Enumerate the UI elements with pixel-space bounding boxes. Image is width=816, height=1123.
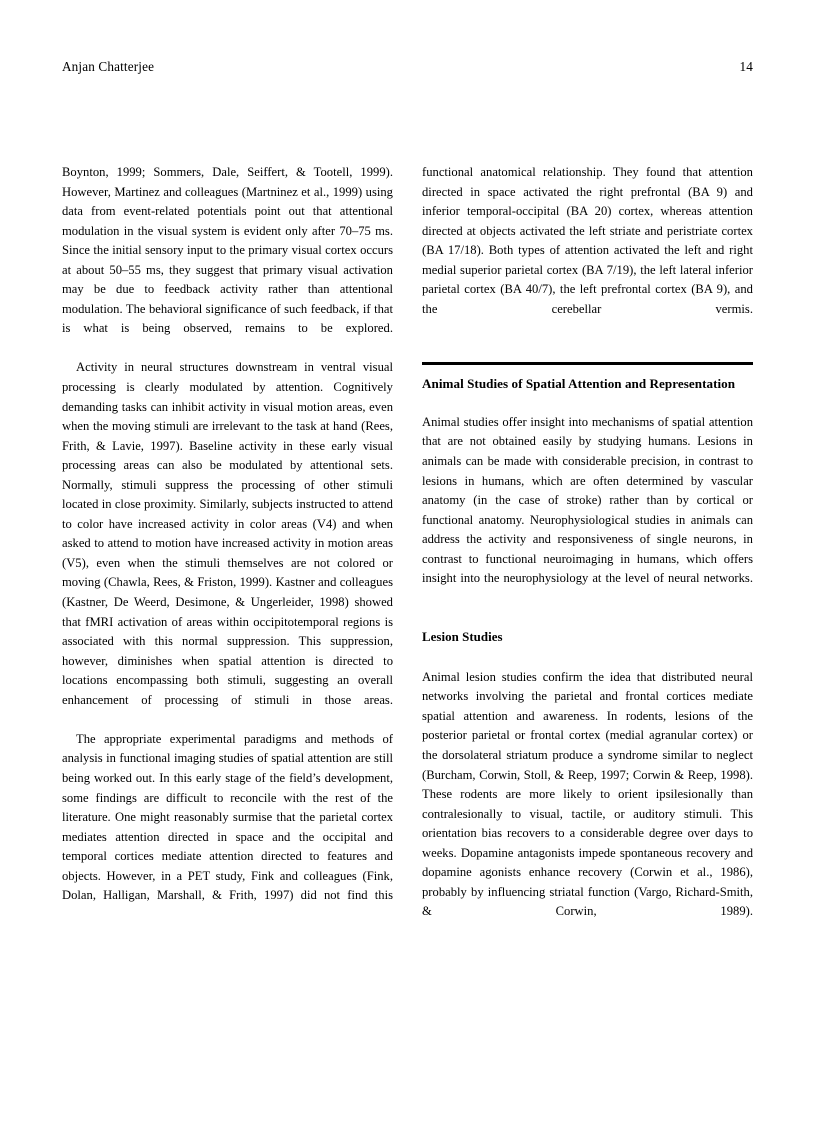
paragraph: Activity in neural structures downstream in ventral visual processing is clearly modulated by attention. Cognitively demanding tasks can inhibit activity in visual motion areas, even when the moving stimuli are irrelevant to the task at hand (Rees, Frith, & Lavie, 1997). Baseline activity in these early visual processing areas can also be modulated by attentional sets. Normally, stimuli suppress the processing of other stimuli located in close proximity. Similarly, subjects instructed to attend to color have increased activity in color areas (V4) and when asked to attend to motion have increased activity in motion areas (V5), even when the stimuli themselves are not colored or moving (Chawla, Rees, & Friston, 1999). Kastner and colleagues (Kastner, De Weerd, Desimone, & Ungerleider, 1998) showed that fMRI activation of areas within occipitotemporal regions is associated with this normal suppression. This suppression, however, diminishes when spatial attention is directed to locations encompassing both stimuli, suggesting an overall enhancement of processing of stimuli in those areas. — [62, 360, 393, 707]
paragraph: functional anatomical relationship. They found that attention directed in space activated the right prefrontal (BA 9) and inferior temporal-occipital (BA 20) cortex, whereas attention directed at objects activated the left striate and peristriate cortex (BA 17/18). Both types of attention activated the left and right medial superior parietal cortex (BA 7/19), the left lateral inferior parietal cortex (BA 40/7), the left prefrontal cortex (BA 9), and the cerebellar vermis. — [422, 165, 753, 316]
paragraph: Boynton, 1999; Sommers, Dale, Seiffert, & Tootell, 1999). However, Martinez and colleagues (Martninez et al., 1999) using data from event-related potentials point out that attentional modulation in the visual system is evident only after 70–75 ms. Since the initial sensory input to the primary visual cortex occurs at about 50–55 ms, they suggest that primary visual activation may be due to feedback activity rather than attentional modulation. The behavioral significance of such feedback, if that is what is being observed, remains to be explored. — [62, 165, 393, 336]
section-divider-rule — [422, 362, 753, 365]
spacer — [422, 648, 753, 668]
spacer — [422, 339, 753, 362]
paragraph: The appropriate experimental paradigms and methods of analysis in functional imaging studies of spatial attention are still being worked out. In this early stage of the field’s development, some findings are difficult to reconcile with the rest of the literature. One might reasonably surmise that the parietal cortex mediates attention directed in space and the occipital and temporal cortices mediate attention directed to features and objects. However, in a PET study, Fink and colleagues (Fink, Dolan, Halligan, Marshall, & Frith, 1997) did not find this — [62, 731, 393, 903]
section-heading: Animal Studies of Spatial Attention and Representation — [422, 375, 736, 391]
spacer — [422, 608, 753, 628]
running-head — [62, 58, 753, 75]
paragraph: Animal studies offer insight into mechanisms of spatial attention that are not obtained easily by studying humans. Lesions in animals can be made with considerable precision, in contrast to lesions in humans, which are often determined by vascular anatomy (in the case of stroke) rather than by cortical or functional anatomy. Neurophysiological studies in animals can address the activity and responsiveness of single neurons, in contrast to functional neuroimaging in humans, which offers insight into the neurophysiology at the level of neural networks. — [422, 414, 753, 586]
spacer — [422, 393, 753, 413]
right-column — [422, 163, 753, 941]
page-number: 14 — [739, 59, 753, 74]
sub-heading: Lesion Studies — [422, 630, 503, 645]
paragraph: Animal lesion studies confirm the idea that distributed neural networks involving the parietal and frontal cortices mediate spatial attention and awareness. In rodents, lesions of the posterior parietal or frontal cortex (medial agranular cortex) or the dorsolateral striatum produce a syndrome similar to neglect (Burcham, Corwin, Stoll, & Reep, 1997; Corwin & Reep, 1998). These rodents are more likely to orient ipsilesionally than contralesionally to visual, tactile, or auditory stimuli. This orientation bias recovers to a considerable degree over days to weeks. Dopamine antagonists impede spontaneous recovery and dopamine agonists enhance recovery (Corwin et al., 1986), probably by influencing striatal function (Vargo, Richard-Smith, & Corwin, 1989). — [422, 669, 753, 919]
left-column — [62, 163, 393, 925]
running-head-author: Anjan Chatterjee — [62, 59, 155, 74]
two-column-body — [62, 163, 753, 1063]
